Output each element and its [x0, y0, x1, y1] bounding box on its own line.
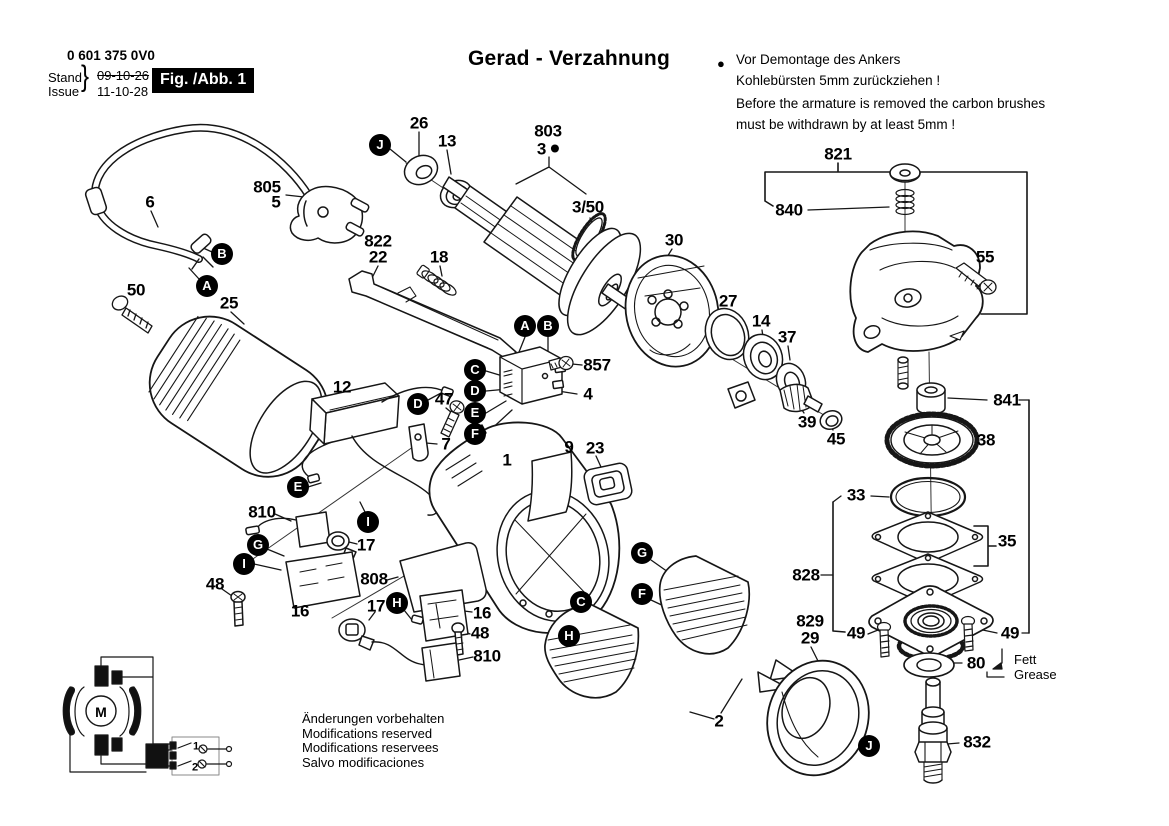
- note-bullet-icon: ●: [717, 56, 725, 71]
- letter-badge-F: F: [464, 423, 486, 445]
- gear-housing: [850, 164, 982, 389]
- footer-line: Salvo modificaciones: [302, 754, 425, 770]
- bracket-7: [409, 424, 428, 461]
- letter-badge-J: J: [858, 735, 880, 757]
- letter-badge-J: J: [369, 134, 391, 156]
- part-label-12: 12: [332, 377, 352, 397]
- part-label-47: 47: [434, 389, 454, 409]
- stand-issue-brace: }: [81, 60, 90, 93]
- part-label-17: 17: [366, 596, 386, 616]
- letter-badge-C: C: [464, 359, 486, 381]
- date-current: 11-10-28: [97, 84, 149, 99]
- part-label-808: 808: [360, 569, 388, 589]
- part-label-16: 16: [472, 603, 492, 623]
- guard-cone: [753, 647, 884, 788]
- part-label-840: 840: [775, 200, 803, 220]
- note-english: [736, 93, 1045, 135]
- letter-badge-H: H: [558, 625, 580, 647]
- grease-arrow-icon: [987, 649, 1004, 677]
- letter-badge-H: H: [386, 592, 408, 614]
- note-german: [736, 49, 940, 91]
- spindle: [915, 678, 951, 783]
- date-superseded: 09-10-26: [97, 68, 150, 83]
- grease-label-en: Grease: [1014, 667, 1057, 682]
- footer-line: Modifications reservees: [302, 740, 439, 755]
- wiring-schematic: [63, 657, 231, 775]
- part-label-38: 38: [976, 430, 996, 450]
- o-ring: [891, 478, 965, 516]
- sleeve-841: [917, 383, 945, 414]
- crown-gear: [887, 414, 977, 466]
- felt-ring: [400, 150, 443, 190]
- page-title: Gerad - Verzahnung: [468, 47, 670, 70]
- letter-badge-I: I: [357, 511, 379, 533]
- part-label-22: 22: [368, 247, 388, 267]
- letter-badge-B: B: [537, 315, 559, 337]
- part-label-25: 25: [219, 293, 239, 313]
- letter-badge-D: D: [464, 380, 486, 402]
- part-label-821: 821: [824, 144, 852, 164]
- letter-badge-D: D: [407, 393, 429, 415]
- letter-badge-F: F: [631, 583, 653, 605]
- part-label-50: 50: [126, 280, 146, 300]
- part-label-23: 23: [585, 438, 605, 458]
- part-label-805: 805: [253, 177, 281, 197]
- part-label-16: 16: [290, 601, 310, 621]
- motor-symbol-label: M: [95, 704, 107, 720]
- part-label-7: 7: [441, 434, 451, 454]
- part-number: 0 601 375 0V0: [67, 48, 155, 63]
- bearing-block: [728, 382, 755, 408]
- sticker-9: [528, 452, 572, 521]
- figure-box: Fig. /Abb. 1: [152, 68, 254, 93]
- part-label-14: 14: [751, 311, 771, 331]
- part-label-841: 841: [993, 390, 1021, 410]
- part-label-6: 6: [145, 192, 155, 212]
- part-label-37: 37: [777, 327, 797, 347]
- part-label-1: 1: [502, 450, 512, 470]
- stand-label: Stand: [48, 70, 82, 85]
- brush-set-lower: [339, 590, 468, 681]
- part-label-3: 3: [537, 141, 559, 158]
- part-label-35: 35: [997, 531, 1017, 551]
- part-label-828: 828: [792, 565, 820, 585]
- issue-label: Issue: [48, 84, 80, 99]
- part-label-810: 810: [248, 502, 276, 522]
- part-label-45: 45: [826, 429, 846, 449]
- switch-block: [500, 347, 566, 404]
- footer-line: Modifications reserved: [302, 725, 433, 741]
- spring-18: [416, 265, 458, 298]
- part-label-18: 18: [429, 247, 449, 267]
- letter-badge-E: E: [287, 476, 309, 498]
- end-cap: [131, 298, 346, 495]
- part-label-49: 49: [1000, 623, 1020, 643]
- letter-badge-G: G: [631, 542, 653, 564]
- part-label-55: 55: [975, 247, 995, 267]
- part-label-39: 39: [797, 412, 817, 432]
- part-label-5: 5: [271, 192, 281, 212]
- note-de-line2: Kohlebürsten 5mm zurückziehen !: [736, 73, 941, 88]
- letter-badge-G: G: [247, 534, 269, 556]
- letter-badge-B: B: [211, 243, 233, 265]
- note-en-line1: Before the armature is removed the carbon brushes: [736, 96, 1046, 111]
- part-label-3-50: 3/50: [572, 197, 604, 217]
- part-label-17: 17: [356, 535, 376, 555]
- part-label-829: 829: [796, 611, 824, 631]
- part-label-49: 49: [846, 623, 866, 643]
- part-label-26: 26: [409, 113, 429, 133]
- letter-badge-A: A: [514, 315, 536, 337]
- part-label-803: 803: [534, 121, 562, 141]
- letter-badge-I: I: [233, 553, 255, 575]
- screw-47: [441, 399, 466, 437]
- part-label-2: 2: [714, 711, 724, 731]
- grease-label-de: Fett: [1014, 652, 1037, 667]
- part-label-30: 30: [664, 230, 684, 250]
- pinion-gear: [780, 384, 822, 412]
- part-label-857: 857: [583, 355, 611, 375]
- modifications-note: [302, 712, 444, 770]
- letter-badge-A: A: [196, 275, 218, 297]
- part-label-29: 29: [800, 628, 820, 648]
- part-label-9: 9: [564, 437, 574, 457]
- slide-button: [583, 462, 634, 506]
- part-label-48: 48: [470, 623, 490, 643]
- letter-badge-E: E: [464, 402, 486, 424]
- note-de-line1: Vor Demontage des Ankers: [736, 52, 901, 67]
- part-label-13: 13: [437, 131, 457, 151]
- part-label-810: 810: [473, 646, 501, 666]
- part-label-822: 822: [364, 231, 392, 251]
- part-label-27: 27: [718, 291, 738, 311]
- part-label-4: 4: [583, 384, 593, 404]
- note-en-line2: must be withdrawn by at least 5mm !: [736, 117, 956, 132]
- terminal-2-label: 2: [191, 761, 199, 774]
- terminal-1-label: 1: [192, 740, 200, 753]
- power-cord: [84, 128, 309, 269]
- part-label-832: 832: [963, 732, 991, 752]
- mains-plug: [290, 187, 369, 243]
- washer-80: [904, 653, 954, 677]
- part-label-48: 48: [205, 574, 225, 594]
- part-label-80: 80: [966, 653, 986, 673]
- part-label-33: 33: [846, 485, 866, 505]
- screw-49-left: [878, 623, 891, 658]
- screw-50: [110, 293, 152, 333]
- footer-line: Änderungen vorbehalten: [302, 711, 445, 726]
- letter-badge-C: C: [570, 591, 592, 613]
- nut-45: [818, 408, 845, 432]
